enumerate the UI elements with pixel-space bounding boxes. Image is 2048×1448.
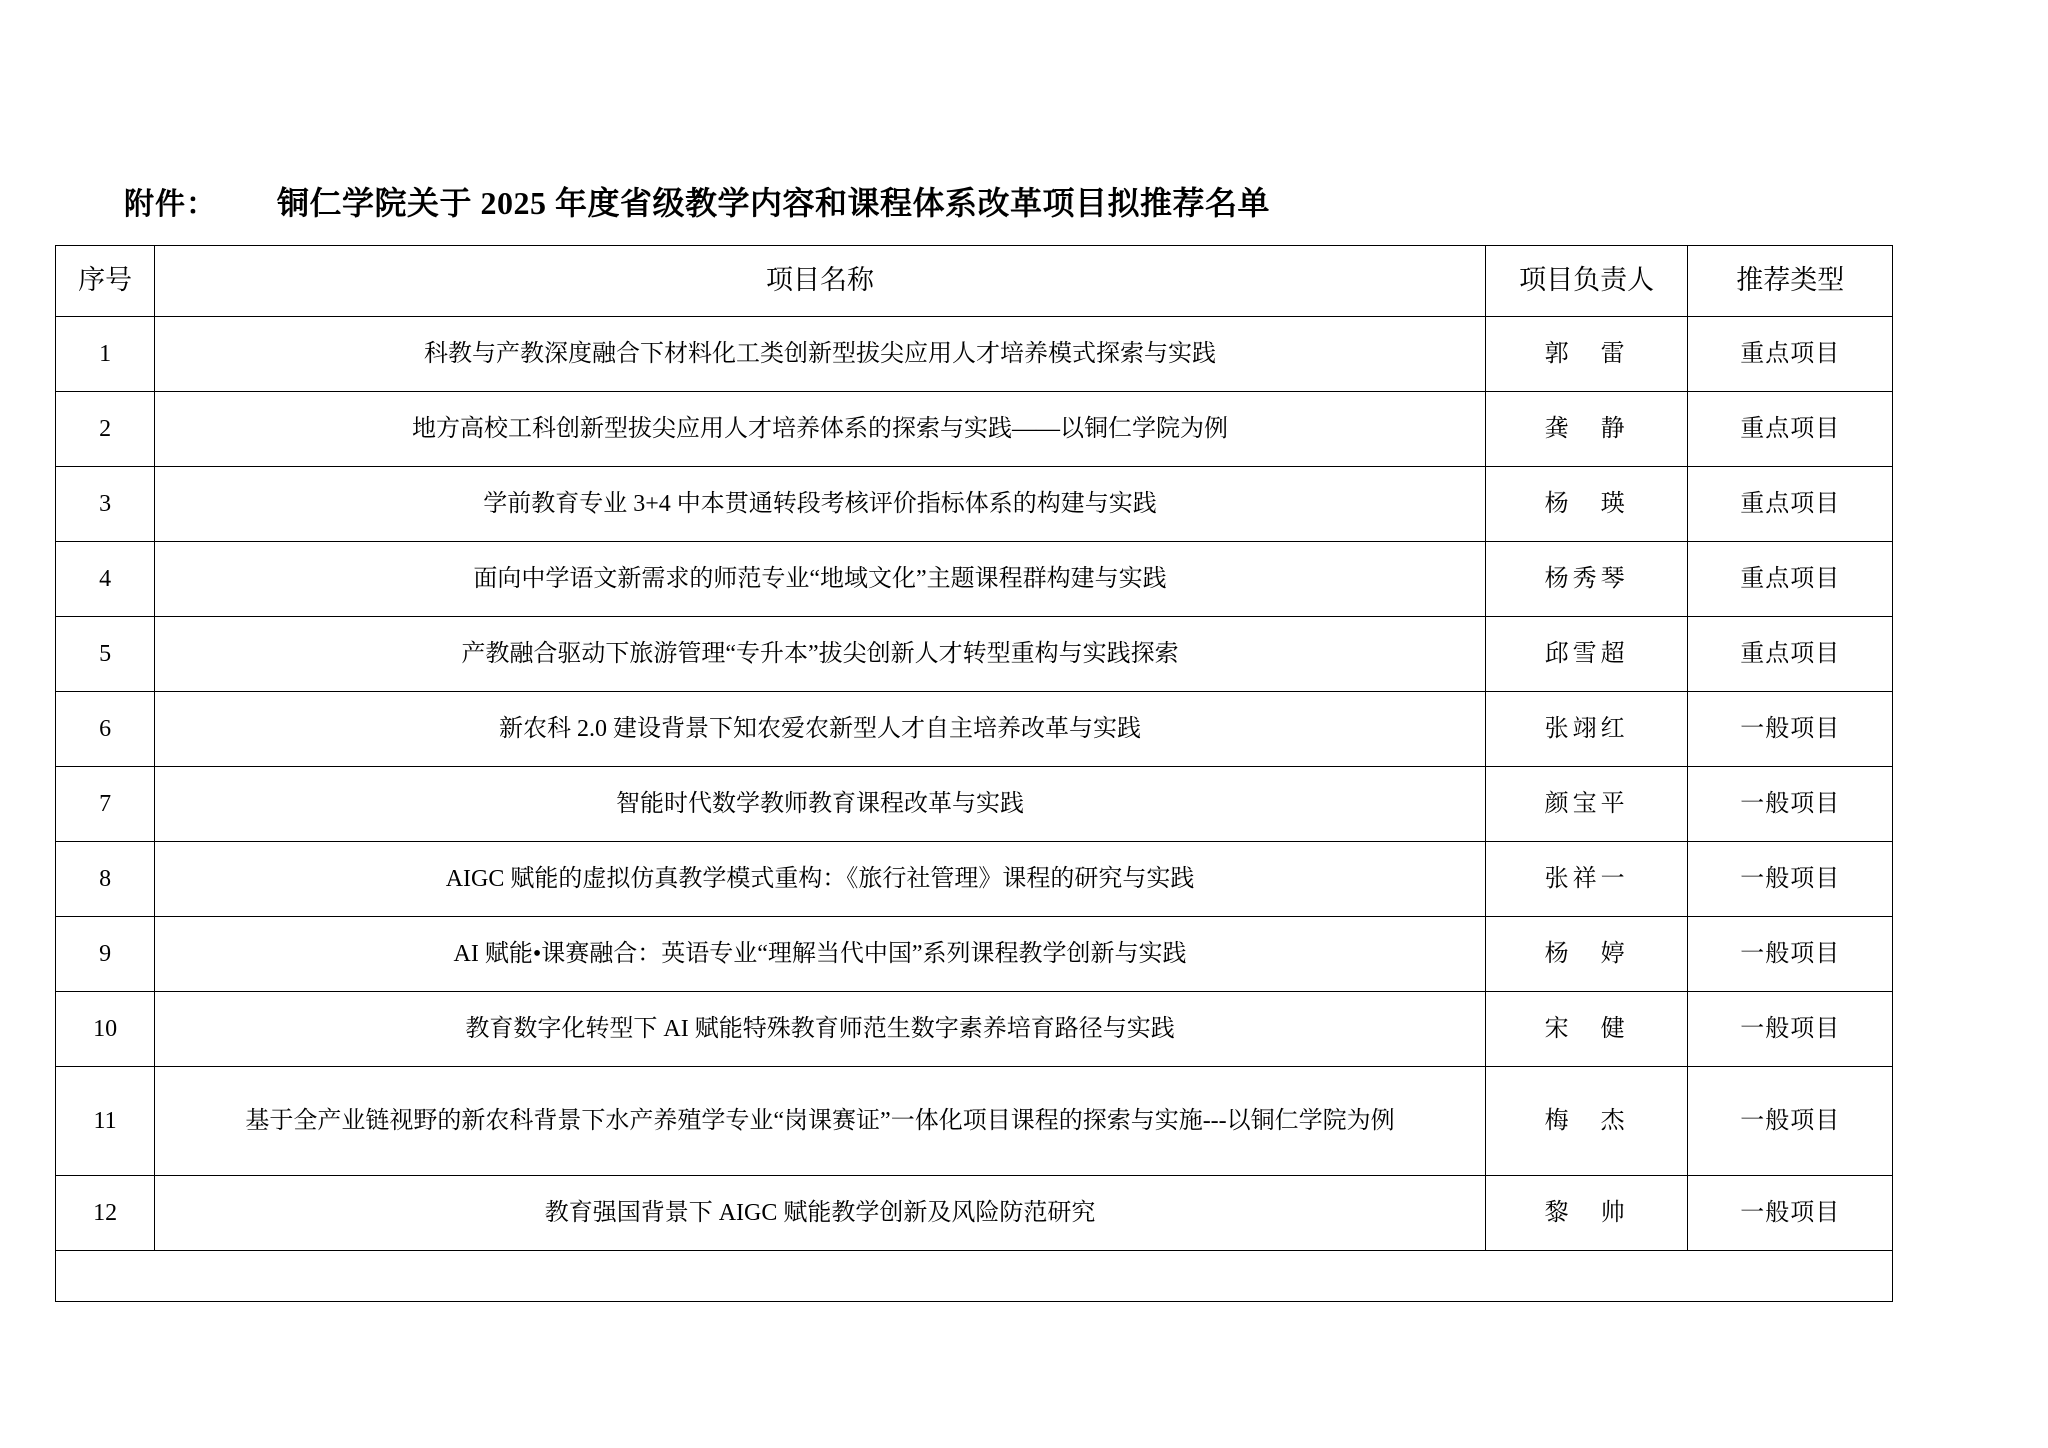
cell-leader: 杨 瑛 [1485, 467, 1688, 542]
cell-no: 3 [56, 467, 155, 542]
table-header [56, 246, 1893, 317]
cell-project-name: 学前教育专业 3+4 中本贯通转段考核评价指标体系的构建与实践 [155, 467, 1486, 542]
cell-project-name: 科教与产教深度融合下材料化工类创新型拔尖应用人才培养模式探索与实践 [155, 317, 1486, 392]
table-row [56, 392, 1893, 467]
cell-project-name: 面向中学语文新需求的师范专业“地域文化”主题课程群构建与实践 [155, 542, 1486, 617]
cell-project-name: 智能时代数学教师教育课程改革与实践 [155, 767, 1486, 842]
cell-no: 10 [56, 992, 155, 1067]
cell-type: 重点项目 [1688, 317, 1893, 392]
cell-leader: 杨 婷 [1485, 917, 1688, 992]
document-heading [124, 178, 1924, 224]
cell-no: 11 [56, 1067, 155, 1176]
table-header-row [56, 246, 1893, 317]
cell-leader: 梅 杰 [1485, 1067, 1688, 1176]
table-bottom-spacer-row [56, 1251, 1893, 1302]
attachment-label: 附件： [124, 188, 217, 221]
cell-leader: 邱雪超 [1485, 617, 1688, 692]
column-header-type: 推荐类型 [1688, 246, 1893, 317]
cell-no: 7 [56, 767, 155, 842]
cell-type: 一般项目 [1688, 692, 1893, 767]
cell-type: 一般项目 [1688, 767, 1893, 842]
table-body [56, 317, 1893, 1302]
cell-type: 一般项目 [1688, 1176, 1893, 1251]
recommendation-list-table [55, 245, 1893, 1302]
table-row [56, 542, 1893, 617]
cell-leader: 张祥一 [1485, 842, 1688, 917]
cell-no: 12 [56, 1176, 155, 1251]
cell-no: 2 [56, 392, 155, 467]
table-row [56, 1176, 1893, 1251]
table-row [56, 992, 1893, 1067]
cell-project-name: AIGC 赋能的虚拟仿真教学模式重构：《旅行社管理》课程的研究与实践 [155, 842, 1486, 917]
cell-project-name: 教育强国背景下 AIGC 赋能教学创新及风险防范研究 [155, 1176, 1486, 1251]
table-row [56, 1067, 1893, 1176]
cell-type: 重点项目 [1688, 467, 1893, 542]
cell-type: 一般项目 [1688, 917, 1893, 992]
cell-no: 9 [56, 917, 155, 992]
cell-project-name: AI 赋能•课赛融合：英语专业“理解当代中国”系列课程教学创新与实践 [155, 917, 1486, 992]
cell-leader: 张翊红 [1485, 692, 1688, 767]
cell-type: 重点项目 [1688, 392, 1893, 467]
cell-project-name: 产教融合驱动下旅游管理“专升本”拔尖创新人才转型重构与实践探索 [155, 617, 1486, 692]
table-bottom-spacer-cell [56, 1251, 1893, 1302]
cell-leader: 黎 帅 [1485, 1176, 1688, 1251]
cell-type: 重点项目 [1688, 617, 1893, 692]
table-row [56, 467, 1893, 542]
cell-no: 1 [56, 317, 155, 392]
table-row [56, 767, 1893, 842]
cell-type: 一般项目 [1688, 992, 1893, 1067]
cell-project-name: 新农科 2.0 建设背景下知农爱农新型人才自主培养改革与实践 [155, 692, 1486, 767]
column-header-no: 序号 [56, 246, 155, 317]
table-row [56, 317, 1893, 392]
cell-no: 8 [56, 842, 155, 917]
cell-project-name: 地方高校工科创新型拔尖应用人才培养体系的探索与实践——以铜仁学院为例 [155, 392, 1486, 467]
cell-project-name: 教育数字化转型下 AI 赋能特殊教育师范生数字素养培育路径与实践 [155, 992, 1486, 1067]
table-row [56, 917, 1893, 992]
page-title: 铜仁学院关于 2025 年度省级教学内容和课程体系改革项目拟推荐名单 [277, 185, 1271, 221]
cell-no: 6 [56, 692, 155, 767]
cell-type: 一般项目 [1688, 842, 1893, 917]
column-header-leader: 项目负责人 [1485, 246, 1688, 317]
table-row [56, 617, 1893, 692]
table-row [56, 842, 1893, 917]
cell-no: 5 [56, 617, 155, 692]
cell-project-name: 基于全产业链视野的新农科背景下水产养殖学专业“岗课赛证”一体化项目课程的探索与实施---以铜仁学院为例 [155, 1067, 1486, 1176]
cell-no: 4 [56, 542, 155, 617]
cell-leader: 龚 静 [1485, 392, 1688, 467]
cell-leader: 郭 雷 [1485, 317, 1688, 392]
cell-type: 一般项目 [1688, 1067, 1893, 1176]
cell-leader: 宋 健 [1485, 992, 1688, 1067]
column-header-name: 项目名称 [155, 246, 1486, 317]
cell-leader: 颜宝平 [1485, 767, 1688, 842]
cell-type: 重点项目 [1688, 542, 1893, 617]
cell-leader: 杨秀琴 [1485, 542, 1688, 617]
table-row [56, 692, 1893, 767]
